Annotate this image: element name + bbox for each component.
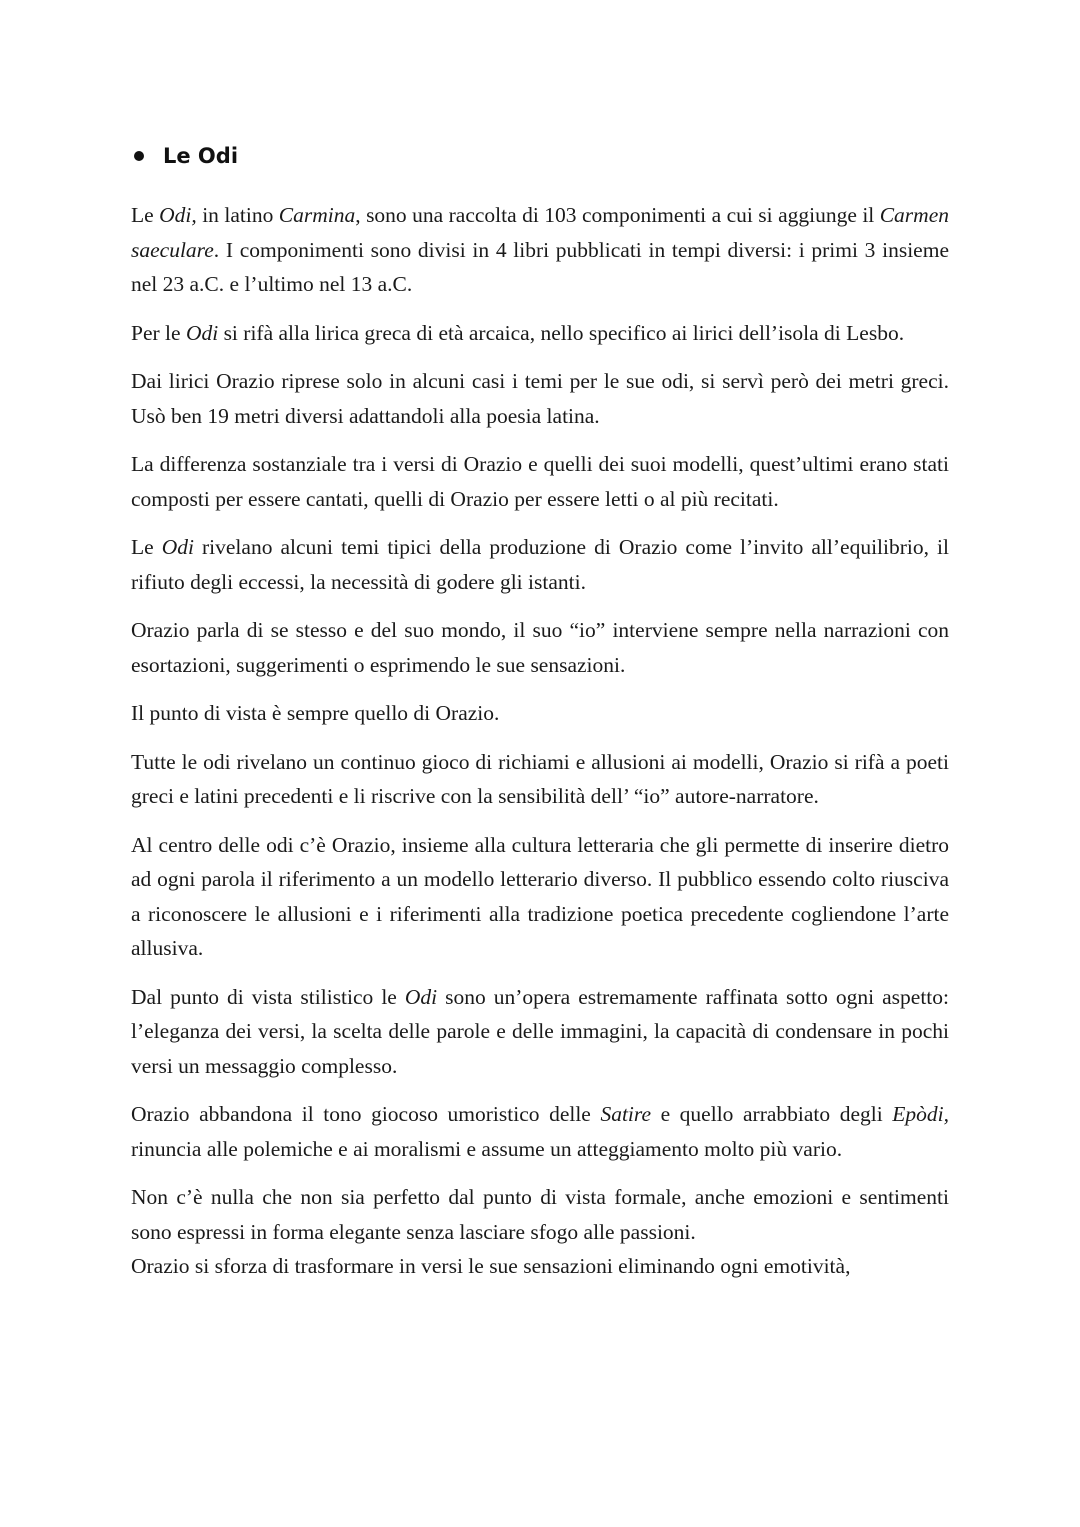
italic-text: Odi <box>404 984 438 1009</box>
paragraph <box>131 980 949 1084</box>
paragraph <box>131 828 949 966</box>
text-segment: Tutte le odi rivelano un continuo gioco di richiami e allusioni ai modelli, Orazio si rifà a poeti greci e latini precedenti e li riscrive con la sensibilità dell’ “io” autore-narratore. <box>131 749 949 808</box>
text-segment: sono un’opera estremamente raffinata sotto ogni aspetto: l’eleganza dei versi, la scelta delle parole e delle immagini, la capacità di condensare in pochi versi un messaggio complesso. <box>131 984 949 1078</box>
italic-text: Odi <box>185 320 219 345</box>
text-segment: Non c’è nulla che non sia perfetto dal punto di vista formale, anche emozioni e sentimenti sono espressi in forma elegante senza lasciare sfogo alle passioni. <box>131 1185 949 1244</box>
text-segment: Orazio abbandona il tono giocoso umoristico delle <box>131 1102 601 1126</box>
text-segment: , sono una raccolta di 103 componimenti a cui si aggiunge il <box>355 203 880 227</box>
italic-text: Carmina <box>278 203 356 227</box>
paragraph <box>131 696 949 731</box>
text-segment: e quello arrabbiato degli <box>651 1102 893 1126</box>
italic-text: Odi <box>161 535 194 559</box>
paragraph <box>131 316 949 351</box>
paragraph <box>131 1249 949 1284</box>
italic-text: Carmen saeculare <box>131 203 949 262</box>
text-segment: Per le <box>131 320 186 345</box>
paragraph <box>131 447 949 516</box>
text-segment: in latino <box>196 203 279 227</box>
document-page <box>131 138 949 1298</box>
bullet-icon <box>134 151 144 161</box>
italic-text: Epòdi, <box>892 1102 950 1126</box>
text-segment: si rifà alla lirica greca di età arcaica, nello specifico ai lirici dell’isola di Lesbo. <box>218 320 905 345</box>
paragraph <box>131 1097 949 1166</box>
text-segment: Dai lirici Orazio riprese solo in alcuni casi i temi per le sue odi, si servì però dei metri greci. Usò ben 19 metri diversi adattandoli alla poesia latina. <box>131 369 949 428</box>
text-segment: La differenza sostanziale tra i versi di Orazio e quelli dei suoi modelli, quest’ultimi erano stati composti per essere cantati, quelli di Orazio per essere letti o al più recitati. <box>131 452 949 511</box>
body-text <box>131 198 949 1284</box>
paragraph <box>131 364 949 433</box>
text-segment: Le <box>131 535 162 559</box>
text-segment: rivelano alcuni temi tipici della produzione di Orazio come l’invito all’equilibrio, il rifiuto degli eccessi, la necessità di godere gli istanti. <box>131 535 949 594</box>
text-segment: Al centro delle odi c’è Orazio, insieme alla cultura letteraria che gli permette di inserire dietro ad ogni parola il riferimento a un modello letterario diverso. Il pubblico essendo colto riusciva a riconoscere le allusioni e i riferimenti alla tradizione poetica precedente cogliendone l’arte allusiva. <box>131 832 949 960</box>
section-heading <box>131 138 949 174</box>
text-segment: Orazio si sforza di trasformare in versi le sue sensazioni eliminando ogni emotività, <box>131 1254 851 1278</box>
text-segment: Le <box>131 203 160 227</box>
text-segment: . I componimenti sono divisi in 4 libri pubblicati in tempi diversi: i primi 3 insieme nel 23 a.C. e l’ultimo nel 13 a.C. <box>131 237 949 296</box>
paragraph <box>131 613 949 682</box>
text-segment: Il punto di vista è sempre quello di Orazio. <box>131 701 500 725</box>
paragraph <box>131 1180 949 1249</box>
paragraph <box>131 198 949 302</box>
paragraph <box>131 745 949 814</box>
section-title: Le Odi <box>163 144 239 168</box>
text-segment: Dal punto di vista stilistico le <box>131 984 405 1009</box>
text-segment: Orazio parla di se stesso e del suo mondo, il suo “io” interviene sempre nella narrazioni con esortazioni, suggerimenti o esprimendo le sue sensazioni. <box>131 618 949 677</box>
italic-text: Satire <box>600 1102 651 1126</box>
paragraph <box>131 530 949 599</box>
text-segment: rinuncia alle polemiche e ai moralismi e assume un atteggiamento molto più vario. <box>131 1136 843 1161</box>
italic-text: Odi, <box>159 203 197 227</box>
